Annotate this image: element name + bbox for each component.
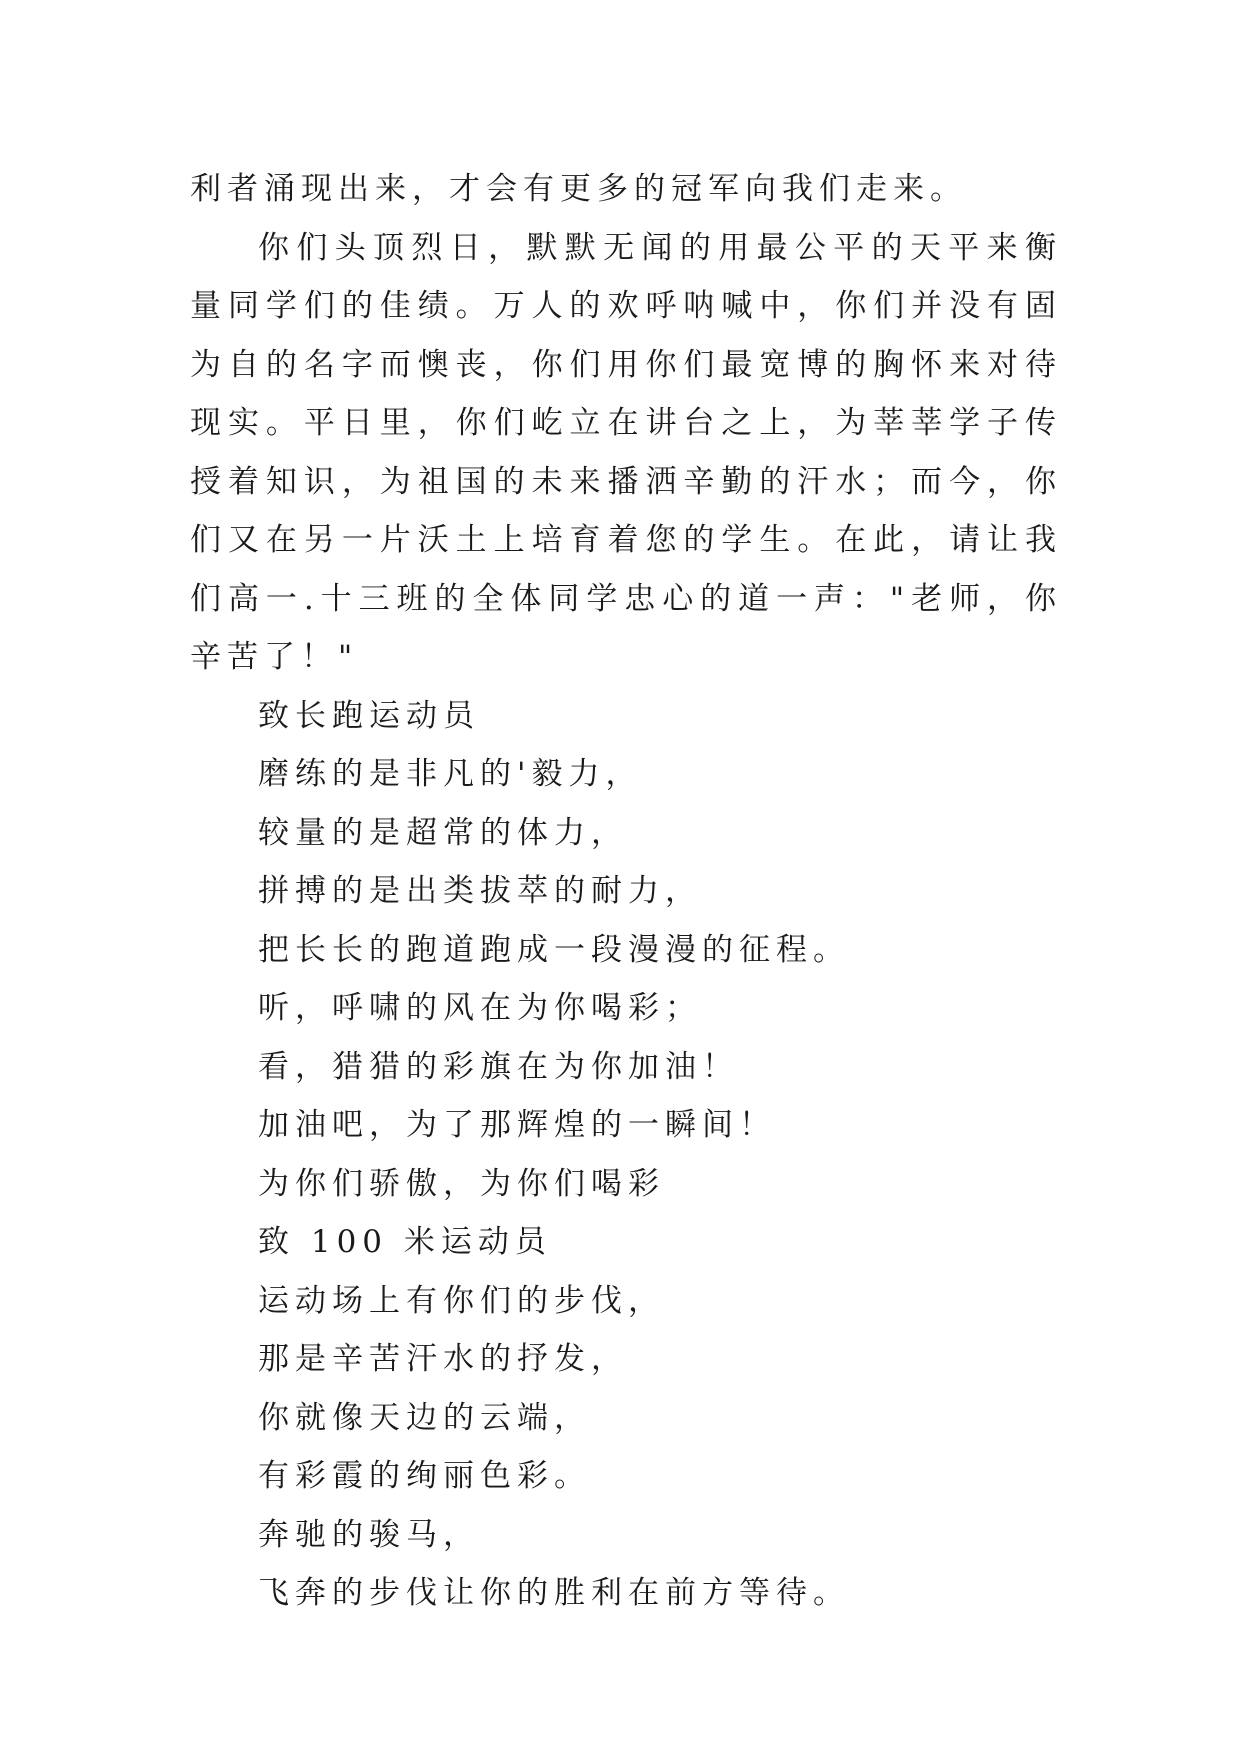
paragraph-1: 利者涌现出来，才会有更多的冠军向我们走来。: [190, 171, 967, 207]
poem-line: 看，猎猎的彩旗在为你加油！: [258, 1048, 739, 1085]
poem-heading-100m: 致 100 米运动员: [258, 1224, 552, 1260]
poem-line: 为你们骄傲，为你们喝彩: [258, 1165, 665, 1202]
body-text: [190, 160, 1062, 1623]
poem-line: 你就像天边的云端，: [258, 1399, 591, 1436]
poem-heading-long-distance: 致长跑运动员: [258, 697, 480, 734]
poem-line: 加油吧，为了那辉煌的一瞬间！: [258, 1107, 776, 1143]
poem-line: 听，呼啸的风在为你喝彩；: [258, 990, 702, 1026]
poem-line: 有彩霞的绚丽色彩。: [258, 1458, 591, 1494]
poem-line: 奔驰的骏马，: [258, 1516, 480, 1553]
poem-line: 较量的是超常的体力，: [258, 814, 628, 851]
poem-line: 那是辛苦汗水的抒发，: [258, 1341, 628, 1377]
paragraph-2: 你们头顶烈日，默默无闻的用最公平的天平来衡量同学们的佳绩。万人的欢呼呐喊中，你们并没有固为自的名字而懊丧，你们用你们最宽博的胸怀来对待现实。平日里，你们屹立在讲台之上，为莘莘学子传授着知识，为祖国的未来播洒辛勤的汗水；而今，你们又在另一片沃土上培育着您的学生。在此，请让我们高一.十三班的全体同学忠心的道一声："老师，你辛苦了！": [190, 229, 1062, 675]
poem-line: 把长长的跑道跑成一段漫漫的征程。: [258, 931, 850, 968]
poem-line: 运动场上有你们的步伐，: [258, 1282, 665, 1319]
poem-line: 拼搏的是出类拔萃的耐力，: [258, 873, 702, 909]
poem-line: 飞奔的步伐让你的胜利在前方等待。: [258, 1575, 850, 1611]
poem-line: 磨练的是非凡的'毅力，: [258, 756, 643, 792]
